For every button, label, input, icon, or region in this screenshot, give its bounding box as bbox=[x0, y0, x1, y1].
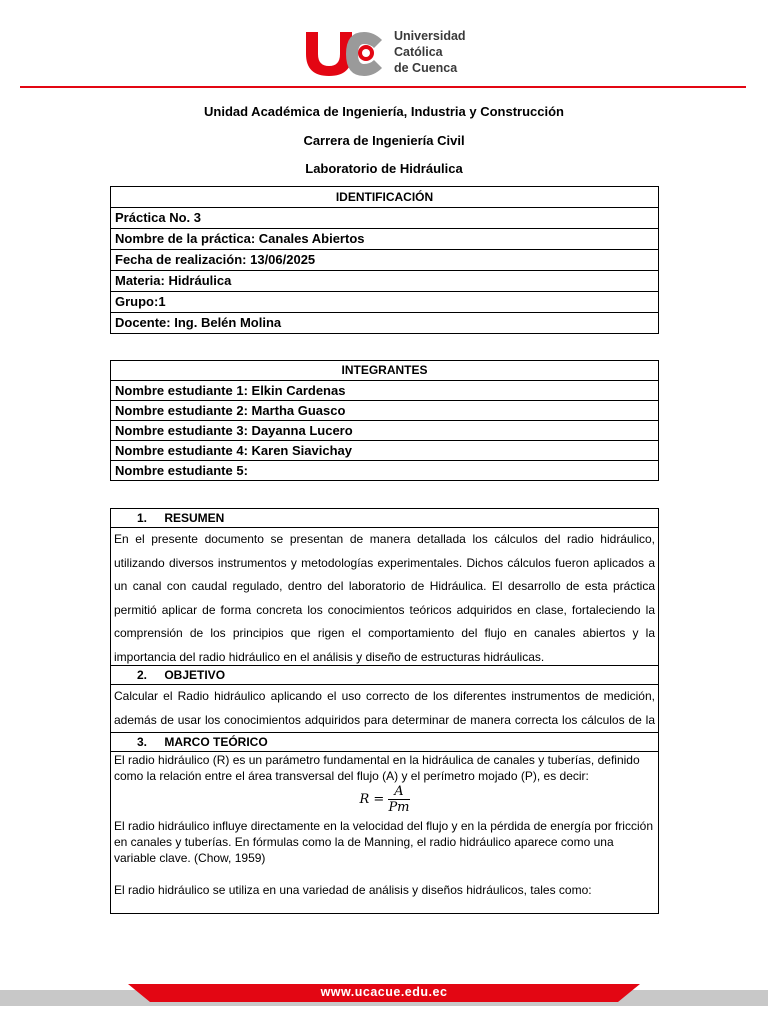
identification-table bbox=[110, 186, 659, 334]
logo-line-2: Católica bbox=[394, 45, 443, 59]
section-heading-resumen bbox=[111, 509, 658, 528]
formula-lhs: R = bbox=[359, 792, 385, 807]
page-header bbox=[0, 0, 768, 90]
section-number: 3. bbox=[137, 735, 148, 749]
section-number: 1. bbox=[137, 511, 148, 525]
university-logo bbox=[302, 26, 472, 78]
member-row-2: Nombre estudiante 2: Martha Guasco bbox=[111, 401, 659, 421]
formula-numerator: A bbox=[388, 784, 409, 800]
formula-fraction bbox=[388, 784, 409, 815]
members-heading: INTEGRANTES bbox=[111, 361, 659, 381]
header-divider bbox=[20, 86, 746, 88]
section-heading-objetivo bbox=[111, 666, 658, 685]
identification-heading: IDENTIFICACIÓN bbox=[111, 187, 659, 208]
member-row-1: Nombre estudiante 1: Elkin Cardenas bbox=[111, 381, 659, 401]
ident-row-practica: Práctica No. 3 bbox=[111, 208, 659, 229]
marco-paragraph-2: El radio hidráulico influye directamente en la velocidad del flujo y en la pérdida de energía por fricción en canales y tuberías. En fórmulas como la de Manning, el radio hidráulico aparece como una variable clave. (Chow, 1959) bbox=[114, 819, 653, 865]
marco-paragraph-3: El radio hidráulico se utiliza en una variedad de análisis y diseños hidráulicos, tales como: bbox=[114, 883, 592, 897]
ident-row-nombre: Nombre de la práctica: Canales Abiertos bbox=[111, 229, 659, 250]
ident-row-fecha: Fecha de realización: 13/06/2025 bbox=[111, 250, 659, 271]
member-row-5: Nombre estudiante 5: bbox=[111, 461, 659, 481]
report-sections bbox=[110, 508, 659, 914]
objetivo-text: Calcular el Radio hidráulico aplicando el uso correcto de los diferentes instrumentos de medición, además de usar los conocimientos adquiridos para determinar de manera correcta los cálculos de la bbox=[111, 685, 658, 733]
section-heading-marco bbox=[111, 733, 658, 752]
members-table bbox=[110, 360, 659, 481]
logo-wordmark bbox=[394, 28, 466, 76]
section-title: RESUMEN bbox=[164, 511, 225, 525]
resumen-text: En el presente documento se presentan de manera detallada los cálculos del radio hidráulico, utilizando diversos instrumentos y metodologías experimentales. Dichos cálculos fueron aplicados a un canal con caudal regulado, dentro del laboratorio de Hidráulica. El desarrollo de esta práctica permitió aplicar de forma concreta los conocimientos teóricos adquiridos en clase, fortaleciendo la comprensión de los principios que rigen el comportamiento del flujo en canales abiertos y la importancia del radio hidráulico en el análisis y diseño de estructuras hidráulicas. bbox=[111, 528, 658, 666]
title-unidad: Unidad Académica de Ingeniería, Industria y Construcción bbox=[204, 104, 564, 119]
member-row-3: Nombre estudiante 3: Dayanna Lucero bbox=[111, 421, 659, 441]
section-title: OBJETIVO bbox=[164, 668, 226, 682]
title-laboratorio: Laboratorio de Hidráulica bbox=[305, 161, 463, 176]
member-row-4: Nombre estudiante 4: Karen Siavichay bbox=[111, 441, 659, 461]
logo-line-1: Universidad bbox=[394, 29, 466, 43]
section-title: MARCO TEÓRICO bbox=[164, 735, 268, 749]
footer-website-link[interactable]: www.ucacue.edu.ec bbox=[320, 985, 448, 999]
ident-row-grupo: Grupo:1 bbox=[111, 292, 659, 313]
logo-line-3: de Cuenca bbox=[394, 61, 458, 75]
marco-paragraph-1: El radio hidráulico (R) es un parámetro fundamental en la hidráulica de canales y tuberías, definido como la relación entre el área transversal del flujo (A) y el perímetro mojado (P), es decir: bbox=[114, 753, 640, 783]
formula-denominator: Pm bbox=[388, 800, 410, 815]
title-carrera: Carrera de Ingeniería Civil bbox=[303, 133, 465, 148]
uc-logo-mark-icon bbox=[302, 26, 388, 78]
hydraulic-radius-formula bbox=[111, 784, 658, 818]
ident-row-docente: Docente: Ing. Belén Molina bbox=[111, 313, 659, 334]
section-number: 2. bbox=[137, 668, 148, 682]
ident-row-materia: Materia: Hidráulica bbox=[111, 271, 659, 292]
